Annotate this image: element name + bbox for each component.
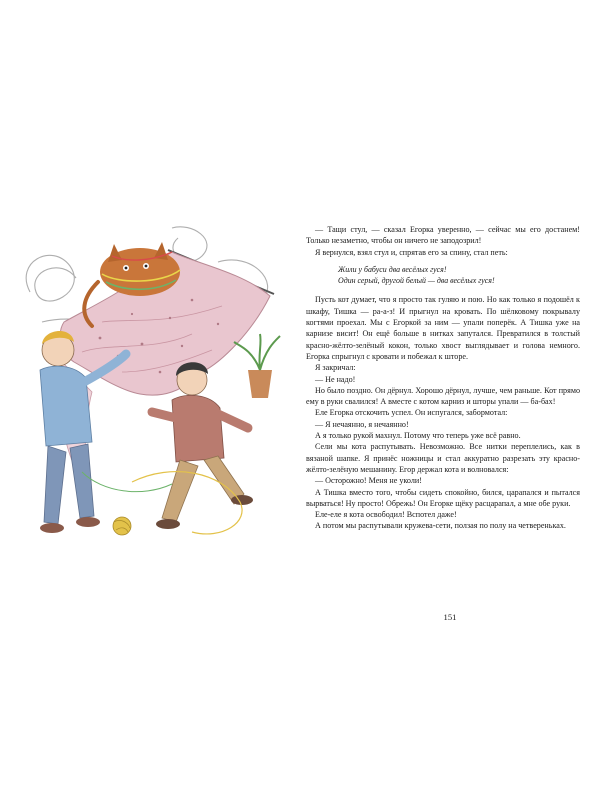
paragraph: Я закричал: (315, 363, 356, 373)
paragraph: Сели мы кота распутывать. Невозможно. Все нитки переплелись, как в вязаной шапке. Я принёс ножницы и стал аккуратно разрезать эту красно-жёлто-зелёную мешанину. Егор держал кота и волновался: (306, 442, 580, 474)
song-verse (338, 265, 580, 287)
paragraph: Я вернулся, взял стул и, спрятав его за спину, стал петь: (315, 247, 508, 257)
paragraph: — Я нечаянно, я нечаянно! (315, 419, 409, 429)
verse-line: Жили у бабуси два весёлых гуся! (338, 264, 447, 274)
page-number: 151 (443, 612, 457, 622)
paragraph: — Осторожно! Меня не уколи! (315, 476, 422, 486)
paragraph: А я только рукой махнул. Потому что теперь уже всё равно. (315, 431, 521, 441)
paragraph: А Тишка вместо того, чтобы сидеть спокойно, бился, царапался и пытался вырваться! Ну просто! Обрежь! Он Егорке щёку расцарапал, а мне обе руки. (306, 487, 580, 508)
text-column (306, 224, 580, 532)
paragraph: Еле Егорка отскочить успел. Он испугался, забормотал: (315, 408, 508, 418)
yarn-ball (113, 517, 131, 535)
potted-plant (234, 334, 280, 398)
verse-line: Один серый, другой белый — два весёлых гуся! (338, 275, 495, 285)
paragraph: Еле-еле я кота освободил! Вспотел даже! (315, 510, 457, 520)
children-with-cat-and-curtain-illustration (22, 222, 284, 552)
paragraph: А потом мы распутывали кружева-сети, ползая по полу на четвереньках. (315, 521, 566, 531)
paragraph: Пусть кот думает, что я просто так гуляю и пою. Но как только я подошёл к шкафу, Тишка — ра-а-з! И прыгнул на кровать. По шёлковому покрывалу когтями проехал. Мы с Егоркой за ним — упали поперёк. А Тишка уже на карнизе висит! Он ещё больше в нитках запутался. Превратился в толстый красно-жёлто-зелёный кокон, только хвост выглядывает и голова немного. Егорка спрыгнул с кровати и побежал к шторе. (306, 295, 580, 361)
paragraph: — Не надо! (315, 374, 356, 384)
paragraph: — Тащи стул, — сказал Егорка уверенно, — сейчас мы его достанем! Только незаметно, чтобы он ничего не заподозрил! (306, 225, 580, 246)
paragraph: Но было поздно. Он дёрнул. Хорошо дёрнул, лучше, чем раньше. Кот прямо ему в руки свалился! А вместе с котом карниз и шторы упали — ба-бах! (306, 385, 580, 407)
